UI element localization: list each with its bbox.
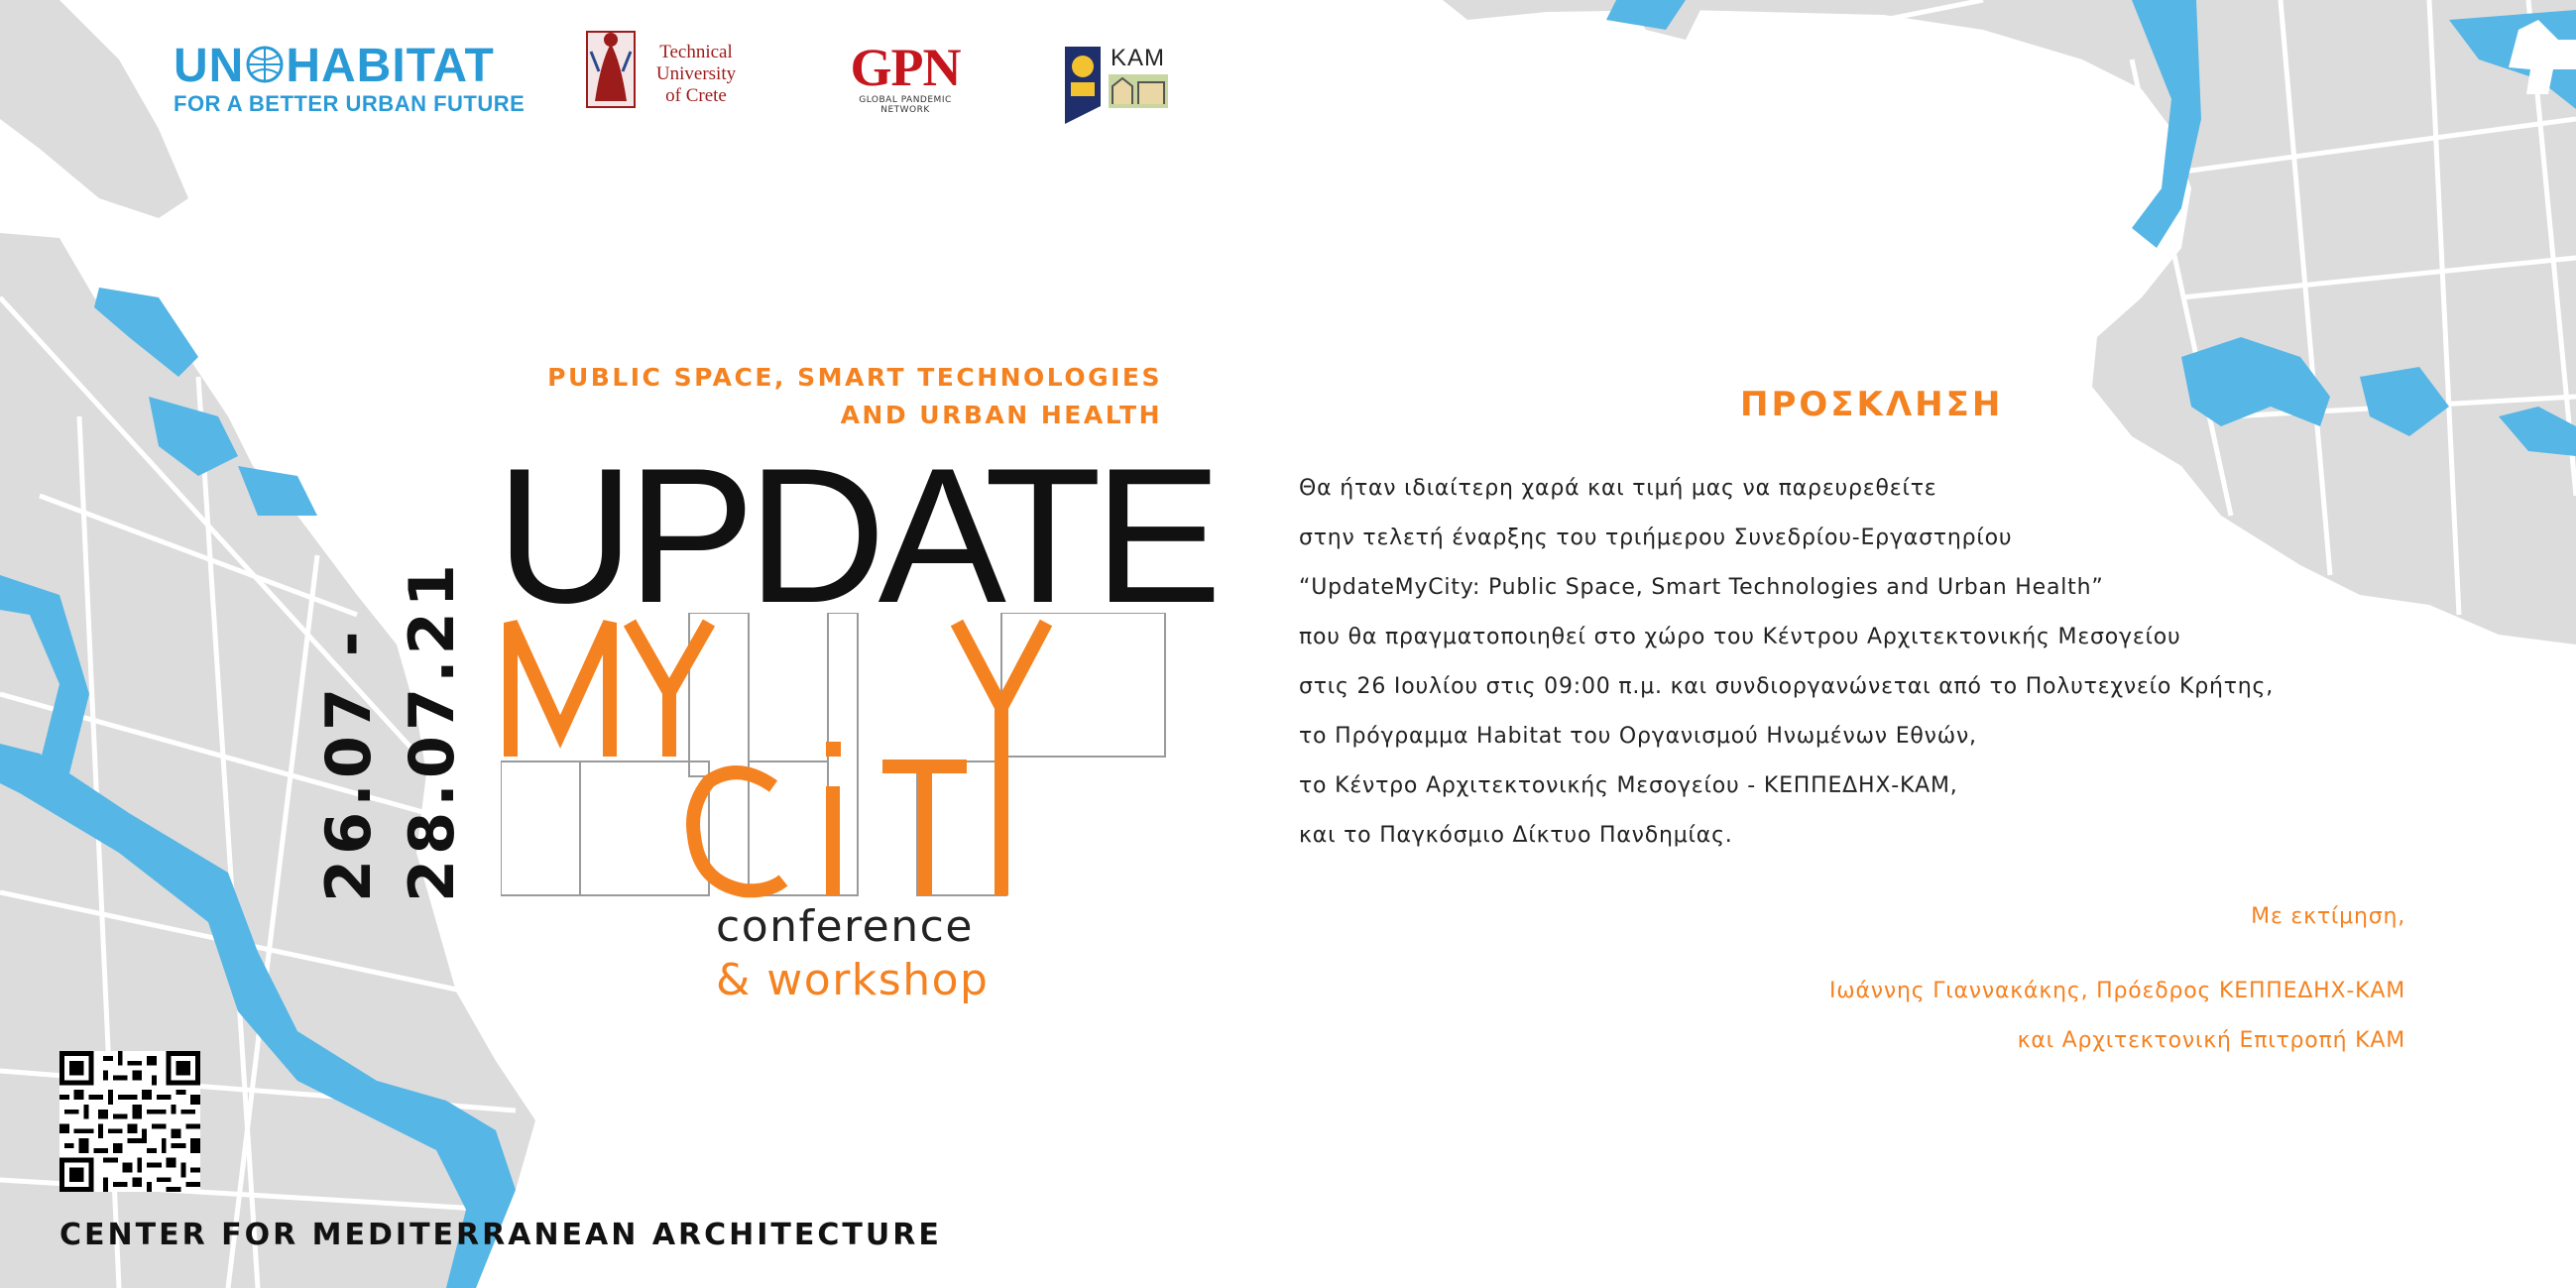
tuc-logo-line1: Technical	[659, 42, 733, 62]
tuc-logo-line3: of Crete	[665, 85, 727, 106]
invitation-signature-line1: Ιωάννης Γιαννακάκης, Πρόεδρος ΚΕΠΠΕΔΗΧ-ΚΑΜ	[1828, 979, 2405, 1003]
date-start: 26.07 -	[312, 626, 385, 902]
tuc-logo-line2: University	[655, 63, 737, 84]
invitation-line: στην τελετή έναρξης του τριήμερου Συνεδρίου-Εργαστηρίου	[1299, 526, 2013, 550]
invitation-line: το Πρόγραμμα Habitat του Οργανισμού Ηνωμένων Εθνών,	[1299, 724, 1977, 749]
event-title-update: UPDATE	[496, 428, 1215, 644]
kam-crest-icon	[1063, 45, 1103, 126]
unhabitat-logo	[174, 42, 525, 117]
invitation-line: Θα ήταν ιδιαίτερη χαρά και τιμή μας να παρευρεθείτε	[1299, 476, 1937, 501]
unhabitat-logo-un: UN	[174, 40, 245, 92]
event-subtitle-line1: PUBLIC SPACE, SMART TECHNOLOGIES	[547, 363, 1162, 392]
invitation-regards: Με εκτίμηση,	[2251, 904, 2405, 929]
invitation-line: και το Παγκόσμιο Δίκτυο Πανδημίας.	[1299, 823, 1733, 848]
un-globe-icon	[244, 44, 286, 85]
mycity-wordmark	[501, 613, 1170, 900]
organization-footer: CENTER FOR MEDITERRANEAN ARCHITECTURE	[59, 1218, 942, 1252]
unhabitat-logo-habitat: HABITAT	[286, 40, 495, 92]
event-subtitle	[547, 359, 1162, 434]
invitation-line: το Κέντρο Αρχιτεκτονικής Μεσογείου - ΚΕΠΠΕΔΗΧ-ΚΑΜ,	[1299, 773, 1958, 798]
date-end: 28.07.21	[396, 559, 468, 902]
event-subtitle-line2: AND URBAN HEALTH	[840, 401, 1162, 429]
invitation-body	[1299, 464, 2274, 861]
kam-logo-text: KAM	[1111, 45, 1166, 71]
invitation-signature-line2: και Αρχιτεκτονική Επιτροπή ΚΑΜ	[2017, 1028, 2405, 1053]
invitation-line: που θα πραγματοποιηθεί στο χώρο του Κέντρου Αρχιτεκτονικής Μεσογείου	[1299, 625, 2181, 649]
kam-building-icon	[1109, 74, 1168, 108]
tuc-logo	[585, 22, 754, 111]
qr-code[interactable]	[59, 1051, 200, 1192]
kam-logo	[1063, 45, 1172, 129]
gpn-logo-text: GPN	[850, 38, 961, 97]
unhabitat-tagline: FOR A BETTER URBAN FUTURE	[174, 91, 526, 116]
invitation-line: “UpdateMyCity: Public Space, Smart Technologies and Urban Health”	[1299, 575, 2104, 600]
conference-label: conference	[716, 901, 974, 952]
gpn-logo	[836, 38, 975, 115]
invitation-line: στις 26 Ιουλίου στις 09:00 π.μ. και συνδιοργανώνεται από το Πολυτεχνείο Κρήτης,	[1299, 674, 2274, 699]
workshop-label: & workshop	[716, 955, 990, 1005]
invitation-heading: ΠΡΟΣΚΛΗΣΗ	[1740, 385, 2004, 424]
gpn-logo-subtitle: GLOBAL PANDEMIC NETWORK	[859, 95, 952, 115]
tuc-emblem-icon	[585, 22, 637, 109]
